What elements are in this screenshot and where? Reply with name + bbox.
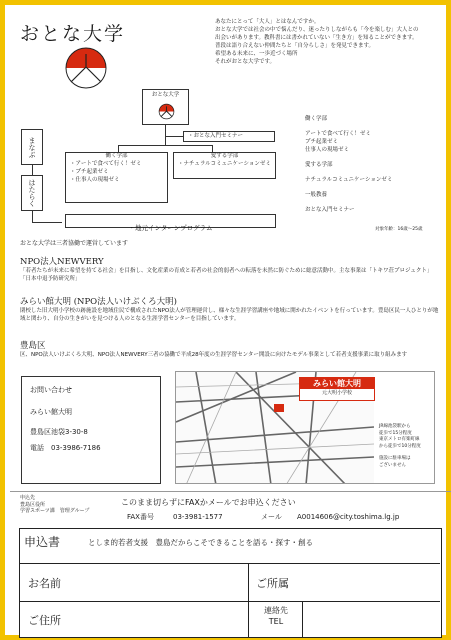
application-form (19, 528, 442, 638)
connector-line (212, 145, 213, 152)
university-logo-small-icon (158, 103, 175, 120)
connector-line (32, 165, 33, 175)
contact-title: お問い合わせ (30, 386, 72, 394)
contact-address: 豊島区池袋3-30-8 (30, 428, 88, 437)
faculty-list-item: おとな入門セミナー (305, 206, 355, 213)
management-intro: おとな大学は三者協働で運営しています (20, 240, 129, 247)
diagram-top-label: おとな大学 (151, 92, 180, 98)
work-faculty-item: ・プチ起業ゼミ (70, 168, 109, 175)
sender-line: 学習スポーツ課 管理グループ (20, 508, 90, 514)
access-note: JR線池袋駅から (379, 424, 411, 429)
faculty-list-item: 働く学部 (305, 116, 328, 122)
access-note: から徒歩で10分程度 (379, 443, 421, 449)
faculty-list-item: 愛する学部 (305, 161, 333, 168)
form-row-line (20, 601, 440, 602)
affiliation-field-label: ご所属 (256, 577, 289, 590)
contact-field-label (252, 605, 300, 627)
faculty-list-item: プチ起業ゼミ (305, 138, 339, 145)
address-field[interactable] (90, 603, 246, 635)
org-name: みらい館大明 (NPO法人いけぶくろ大明) (20, 297, 177, 307)
connector-line (118, 145, 213, 146)
manabu-label: まなぶ (28, 136, 36, 158)
org-name: 豊島区 (20, 341, 46, 351)
form-col-line (248, 563, 249, 637)
venue-badge-sub: 元大明小学校 (321, 390, 352, 396)
work-faculty-title: 働く学部 (105, 153, 128, 159)
connector-line (165, 136, 183, 137)
name-field-label: お名前 (28, 577, 61, 590)
form-col-line (302, 601, 303, 637)
intro-line: それがおとな大学です。 (215, 58, 276, 65)
seminar-label: ・おとな入門セミナー (188, 133, 244, 139)
contact-org: みらい館大明 (30, 408, 72, 417)
mail-address: A0014606@city.toshima.lg.jp (297, 513, 400, 521)
faculty-list (305, 116, 392, 215)
love-faculty-item: ・ナチュラルコミュニケーションゼミ (178, 160, 271, 167)
venue-badge-main: みらい館大明 (300, 378, 374, 389)
contact-phone: 電話 03-3986-7186 (30, 444, 101, 453)
intro-line: おとな大学では社会の中で悩んだり、迷ったりしながらも「今を楽しむ」大人との (215, 26, 419, 33)
org-desc: 「若者たちが未来に希望を持てる社会」を目指し、文化産業の育成と若者の社会的弱者への転落を未然に防ぐために総意活動中。主な事業は「トキワ荘プロジェクト」「日本中退予防研究所」 (20, 268, 433, 282)
intro-line: 希望ある未来に、一歩近づく場所 (215, 50, 298, 57)
fax-instruction: このまま切らずにFAXかメールでお申込ください (121, 498, 296, 507)
org-name: NPO法人NEWVERY (20, 257, 104, 267)
intro-line: 普段は語り合えない仲間たちと「自分らしさ」を発見できます。 (215, 42, 375, 49)
hataraku-label-box (21, 175, 43, 211)
sender-line: 申込先 (20, 495, 36, 501)
work-faculty-item: ・アートで食べて行く！ゼミ (70, 160, 142, 167)
org-desc: 閉校した旧大明小学校の跡施設を地域住民で構成されたNPO法人が管理運営し、様々な生涯学習講座や地域に開かれたイベントを行っています。豊島区民一人ひとりが地域と関わり、自分の生きがいを見つける人のとなる生涯学習センターを目指しています。 (20, 308, 439, 322)
love-faculty-box (173, 152, 276, 179)
work-faculty-box (65, 152, 168, 203)
faculty-list-item: 一般教養 (305, 191, 328, 198)
contact-field-label-top: 連絡先 (264, 606, 288, 615)
form-subtitle: としま的若者支援 豊島だからこそできることを語る・探す・創る (88, 538, 313, 547)
age-note: 対象年齢：16歳〜25歳 (375, 227, 423, 232)
access-note: 徒歩で15分程度 (379, 430, 412, 436)
faculty-list-item: アートで食べて行く！ゼミ (305, 130, 371, 137)
intro-line: あなたにとって「大人」とはなんですか。 (215, 19, 320, 25)
faculty-list-item: 仕事人の現場ゼミ (305, 146, 350, 153)
intern-program-box (65, 214, 276, 232)
form-title: 申込書 (24, 535, 61, 549)
fax-number: 03-3981-1577 (173, 513, 223, 521)
fax-number-label: FAX番号 (127, 513, 154, 521)
intern-program-label: ・地元インターンプログラム (128, 224, 213, 232)
cut-line-divider (10, 491, 451, 492)
sender-block (20, 495, 89, 515)
faculty-list-item: ナチュラルコミュニケーションゼミ (305, 176, 393, 183)
university-logo-icon (63, 45, 109, 91)
page-title: おとな大学 (20, 23, 126, 45)
access-note: ございません (379, 462, 406, 468)
intro-block (215, 19, 419, 67)
work-faculty-item: ・仕事人の現場ゼミ (70, 176, 120, 183)
access-map (175, 371, 435, 484)
affiliation-field[interactable] (320, 565, 438, 599)
love-faculty-title: 愛する学部 (210, 153, 239, 159)
venue-badge (299, 377, 375, 401)
form-row-line (20, 563, 440, 564)
sender-line: 豊島区役所 (20, 501, 46, 508)
access-note: 施設に駐車場は (379, 456, 411, 462)
intro-line: 出会いがあります。教科書には書かれていない「生き方」を知ることができます。 (215, 34, 418, 41)
access-notes (379, 424, 421, 469)
hataraku-label: はたらく (28, 179, 36, 207)
address-field-label: ご住所 (28, 614, 61, 627)
connector-line (32, 211, 33, 222)
mail-label: メール (261, 513, 282, 521)
contact-field-label-bottom: TEL (268, 617, 284, 626)
contact-box (21, 376, 161, 484)
access-note: 東京メトロ有楽町線 (379, 437, 420, 443)
seminar-box (183, 131, 275, 142)
diagram-top-box (142, 89, 189, 125)
connector-line (32, 222, 62, 223)
connector-line (165, 125, 166, 145)
manabu-label-box (21, 129, 43, 165)
connector-line (118, 145, 119, 152)
contact-tel-field[interactable] (306, 603, 438, 635)
name-field[interactable] (90, 565, 246, 599)
org-desc: 区、NPO法人いけぶくろ大明、NPO法人NEWVERY三者の協働で平成28年度の生涯学習センター開設に向けたモデル事業として若者支援事業に取り組みます (20, 352, 408, 358)
